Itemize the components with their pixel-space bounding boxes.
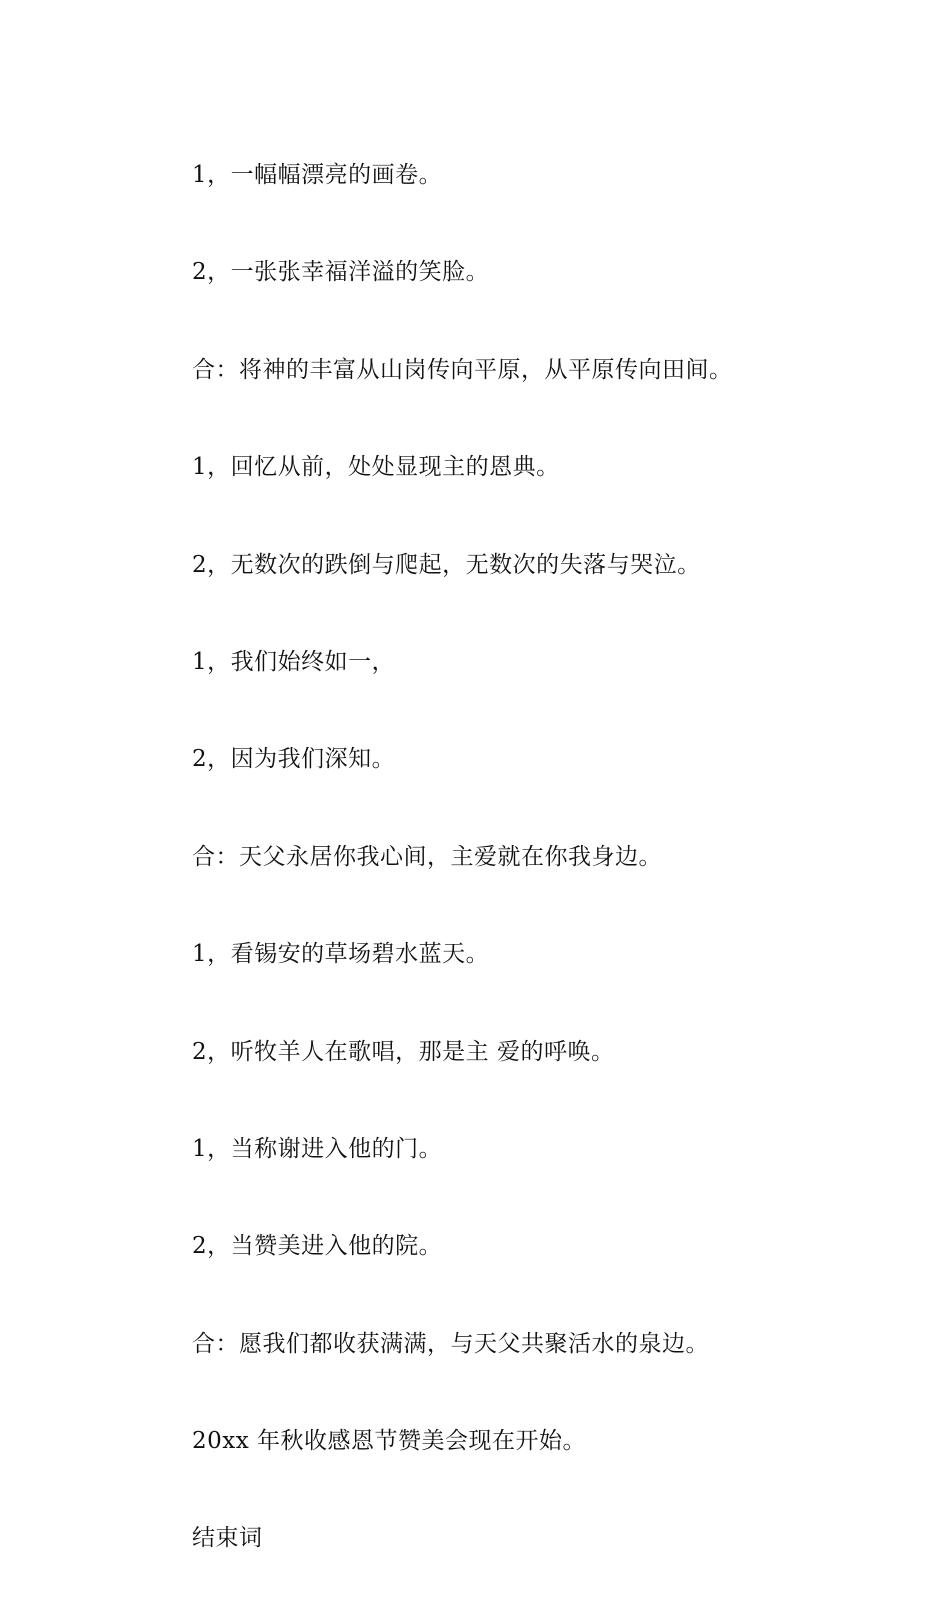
text-line: 1，看锡安的草场碧水蓝天。 [192,941,490,968]
text-line: 1，一幅幅漂亮的画卷。 [192,162,443,188]
text-line: 2，无数次的跌倒与爬起，无数次的失落与哭泣。 [192,551,701,578]
text-line: 2，因为我们深知。 [192,746,396,773]
text-line: 1，我们始终如一， [192,648,396,675]
document-body [192,132,852,1616]
text-line: 2，听牧羊人在歌唱，那是主 爱的呼唤。 [192,1038,615,1065]
text-line: 1，回忆从前，处处显现主的恩典。 [192,454,560,481]
section-heading: 结束词 [192,1525,263,1552]
text-line: 20xx 年秋收感恩节赞美会现在开始。 [192,1428,587,1455]
text-line: 2，当赞美进入他的院。 [192,1233,443,1260]
text-line: 合：愿我们都收获满满，与天父共聚活水的泉边。 [192,1330,709,1357]
text-line: 1，当称谢进入他的门。 [192,1135,443,1162]
text-line: 合：将神的丰富从山岗传向平原，从平原传向田间。 [192,356,733,383]
text-line: 2，一张张幸福洋溢的笑脸。 [192,259,490,286]
text-line: 合：天父永居你我心间，主爱就在你我身边。 [192,843,662,870]
